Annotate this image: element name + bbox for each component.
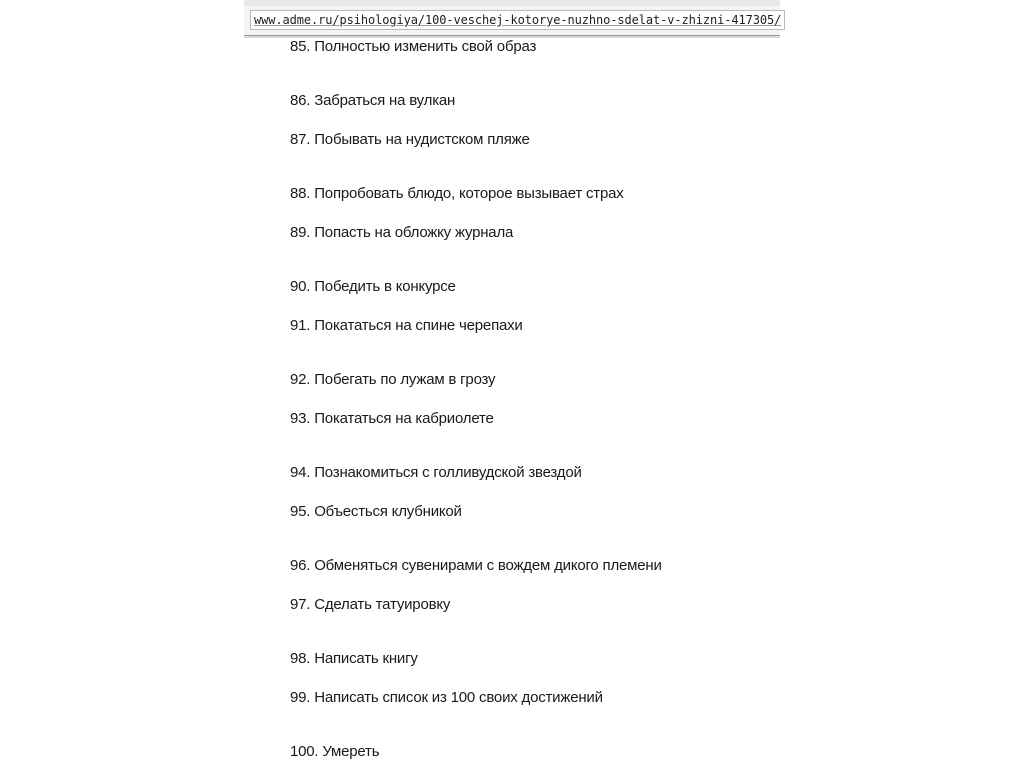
list-item: 88. Попробовать блюдо, которое вызывает страх [290, 185, 624, 202]
list-item: 85. Полностью изменить свой образ [290, 38, 537, 55]
list-item: 90. Победить в конкурсе [290, 278, 456, 295]
list-item: 97. Сделать татуировку [290, 596, 451, 613]
list-item: 91. Покататься на спине черепахи [290, 317, 523, 334]
address-bar-url[interactable]: www.adme.ru/psihologiya/100-veschej-kotorye-nuzhno-sdelat-v-zhizni-417305/ [250, 10, 785, 30]
list-item: 96. Обменяться сувенирами с вождем дикого племени [290, 557, 662, 574]
browser-address-bar [244, 0, 780, 36]
list-item: 100. Умереть [290, 743, 380, 760]
list-item: 87. Побывать на нудистском пляже [290, 131, 530, 148]
list-item: 93. Покататься на кабриолете [290, 410, 494, 427]
list-item: 92. Побегать по лужам в грозу [290, 371, 496, 388]
list-item: 99. Написать список из 100 своих достижений [290, 689, 603, 706]
list-item: 86. Забраться на вулкан [290, 92, 456, 109]
list-item: 89. Попасть на обложку журнала [290, 224, 514, 241]
list-item: 94. Познакомиться с голливудской звездой [290, 464, 582, 481]
list-item: 95. Объесться клубникой [290, 503, 462, 520]
list-item: 98. Написать книгу [290, 650, 418, 667]
